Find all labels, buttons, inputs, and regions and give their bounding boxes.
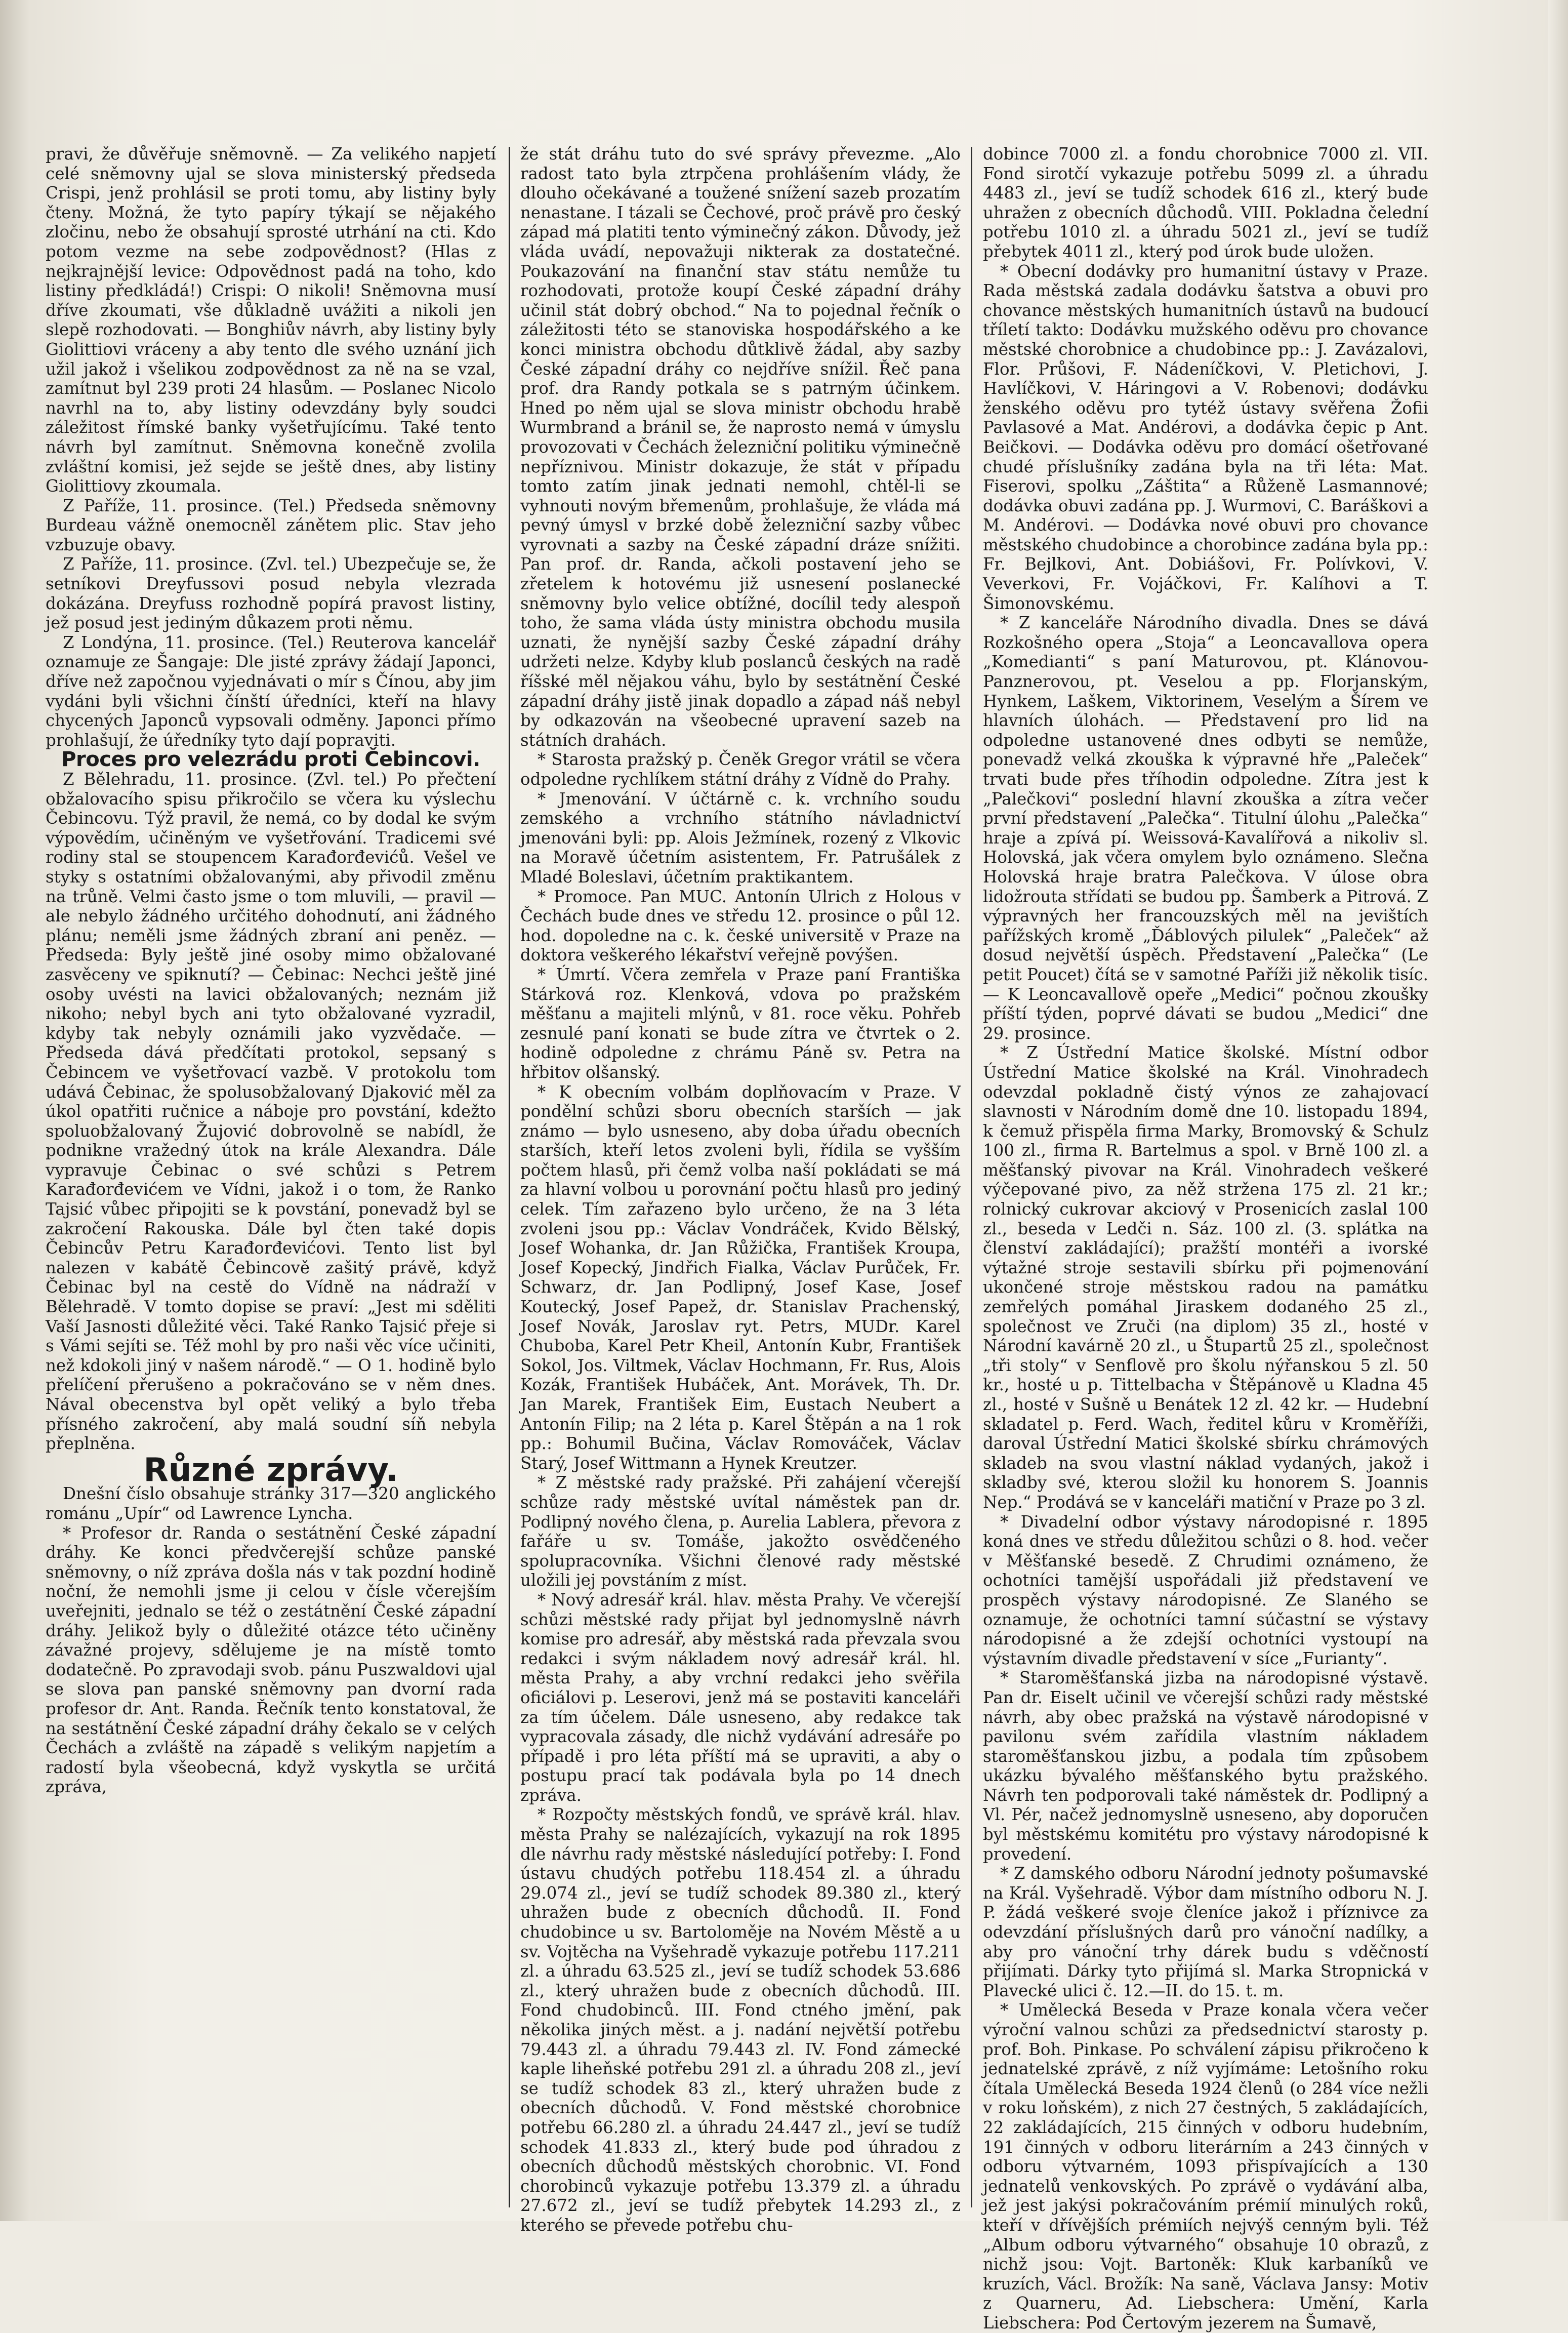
telegram-paris-1: Z Paříže, 11. prosince. (Tel.) Předseda sněmovny Burdeau vážně onemocněl zánětem plic. Stav jeho vzbuzuje obavy. bbox=[46, 496, 496, 554]
section-heading: Různé zprávy. bbox=[143, 1451, 398, 1489]
telegram-london: Z Londýna, 11. prosince. (Tel.) Reuterova kancelář oznamuje ze Šangaje: Dle jisté zprávy žádají Japonci, dříve než započnou vyjednávati o mír s Čínou, aby jim vydáni byli všichni čínští úředníci, kteří na hlavy chycených Japonců vypsovali odměny. Japonci přímo prohlašují, že úředníky tyto dají popraviti. bbox=[46, 632, 496, 750]
news-item: * Promoce. Pan MUC. Antonín Ulrich z Holous v Čechách bude dnes ve středu 12. prosince o půl 12. hod. dopoledne na c. k. české universitě v Praze na doktora veškerého lékařství veřejně povýšen. bbox=[520, 887, 961, 965]
news-item: * K obecním volbám doplňovacím v Praze. V pondělní schůzi sboru obecních starších — jak známo — bylo usneseno, aby doba úřadu obecních starších, kteří letos zvoleni byli, řídila se vyšším počtem hlasů, při čemž volba naší pokládati se má za hlavní volbou u porovnání počtu hlasů pro jediný celek. Tím zařazeno bylo určeno, že na 3 léta zvoleni jsou pp.: Václav Vondráček, Kvido Bělský, Josef Wohanka, dr. Jan Růžička, František Kroupa, Josef Kopecký, Jindřich Fialka, Václav Purůček, Fr. Schwarz, dr. Jan Podlipný, Josef Kase, Josef Koutecký, Josef Papež, dr. Stanislav Prachenský, Josef Novák, Jaroslav ryt. Petrs, MUDr. Karel Chuboba, Karel Petr Kheil, Antonín Kubr, František Sokol, Jos. Viltmek, Václav Hochmann, Fr. Rus, Alois Kozák, František Hubáček, Ant. Morávek, Th. Dr. Jan Marek, František Eim, Eustach Neubert a Antonín Filip; na 2 léta p. Karel Štěpán a na 1 rok pp.: Bohumil Bučina, Václav Romováček, Václav Starý, Josef Wittmann a Hynek Kreutzer. bbox=[520, 1082, 961, 1473]
article-paragraph: Dnešní číslo obsahuje stránky 317—320 anglického románu „Upír“ od Lawrence Lyncha. bbox=[46, 1484, 496, 1523]
column-1 bbox=[46, 144, 496, 2195]
article-paragraph: Z Bělehradu, 11. prosince. (Zvl. tel.) Po přečtení obžalovacího spisu přikročilo se včera ku výslechu Čebincovu. Týž pravil, že nemá, co by dodal ke svým výpovědím, učiněným ve vyšetřování. Tradicemi své rodiny stal se stoupencem Karađorđevićů. Vešel ve styky s ostatními obžalovanými, aby přivodil změnu na trůně. Velmi často jsme o tom mluvili, — pravil — ale nebylo žádného určitého dohodnutí, ani žádného plánu; neměli jsme žádných zbraní ani peněz. — Předseda: Byly ještě jiné osoby mimo obžalované zasvěceny ve spiknutí? — Čebinac: Nechci ještě jiné osoby uvésti na lavici obžalovaných; neznám již nikoho; nebyl bych ani tyto obžalované vyzradil, kdyby tak nebyly oznámili jako vyzvědače. — Předseda dává předčítati protokol, sepsaný s Čebincem ve vyšetřovací vazbě. V protokolu tom udává Čebinac, že spolusobžalovaný Djaković měl za úkol opatřiti ručnice a náboje pro povstání, kdežto spoluobžalovaný Žujović dobrovolně se nabídl, že podnikne vražedný útok na krále Alexandra. Dále vypravuje Čebinac o své schůzi s Petrem Karađorđevićem ve Vídni, jakož i o tom, že Ranko Tajsić vůbec připojiti se k povstání, ponevadž byl se zakročení Rakouska. Dále byl čten také dopis Čebincův Petru Karađorđevićovi. Tento list byl nalezen v kabátě Čebincově zašitý právě, když Čebinac byl na cestě do Vídně na nádraží v Bělehradě. V tomto dopise se praví: „Jest mi sděliti Vaší Jasnosti důležité věci. Také Ranko Tajsić přeje si s Vámi sejíti se. Též mohl by pro naši věc více učiniti, než kdokoli jiný v našem národě.“ — O 1. hodině bylo přelíčení přerušeno a pokračováno se v něm dnes. Nával obecenstva byl opět veliký a bylo třeba přísného zakročení, aby malá soudní síň nebyla přeplněna. bbox=[46, 770, 496, 1454]
news-item: * Divadelní odbor výstavy národopisné r. 1895 koná dnes ve středu důležitou schůzi o 8. hod. večer v Měšťanské besedě. Z Chrudimi oznámeno, že ochotníci tamější uspořádali již představení ve prospěch výstavy národopisné. Ze Slaného se oznamuje, že ochotníci tamní súčastní se výstavy národopisné a že zdejší ochotníci vystoupí na výstavním divadle představení v síce „Furianty“. bbox=[983, 1512, 1428, 1668]
page-edge-right bbox=[1548, 0, 1568, 2221]
article-paragraph: pravi, že důvěřuje sněmovně. — Za velikého napjetí celé sněmovny ujal se slova ministerský předseda Crispi, jenž prohlásil se proti tomu, aby listiny byly čteny. Možná, že tyto papíry týkají se nějakého zločinu, nebo že obsahují sprosté utrhání na cti. Kdo potom vezme na sebe zodpovědnost? (Hlas z nejkrajnější levice: Odpovědnost padá na toho, kdo listiny předkládá!) Crispi: O nikoli! Sněmovna musí dříve zkoumati, vše důkladně uvážiti a nikoli jen slepě rozhodovati. — Bonghiův návrh, aby listiny byly Giolittiovi vráceny a aby tento dle svého uznání jich užil jakož i všelikou zodpovědnost za ně na se vzal, zamítnut byl 239 proti 24 hlasům. — Poslanec Nicolo navrhl na to, aby listiny odevzdány byly soudci záležitost římské banky vyšetřujícímu. Také tento návrh byl zamítnut. Sněmovna konečně zvolila zvláštní komisi, jež sejde se ještě dnes, aby listiny Giolittiovy zkoumala. bbox=[46, 144, 496, 496]
section-heading: Proces pro velezrádu proti Čebincovi. bbox=[61, 748, 480, 772]
article-paragraph: že stát dráhu tuto do své správy převezme. „Alo radost tato byla ztrpčena prohlášením vlády, že dlouho očekávané a toužené snížení sazeb prozatím nenastane. I tázali se Čechové, proč právě pro český západ má platiti tento výminečný zákon. Důvody, jež vláda uvádí, nepovažuji nikterak za dostatečné. Poukazování na finanční stav státu nemůže tu rozhodovati, protože koupí České západní dráhy učinil stát dobrý obchod.“ Na to pojednal řečník o záležitosti této se stanoviska hospodářského a ke konci ministra obchodu důtklivě žádal, aby sazby České západní dráhy co nejdříve snížil. Řeč pana prof. dra Randy potkala se s patrným účinkem. Hned po něm ujal se slova ministr obchodu hrabě Wurmbrand a bránil se, že naprosto nemá v úmyslu provozovati v Čechách železniční politiku výminečně nepříznivou. Ministr dokazuje, že stát v případu tomto zatím jinak jednati nemohl, chtěl-li se vyhnouti novým břemenům, prohlašuje, že vláda má pevný úmysl v brzké době železniční sazby vůbec vyrovnati a sazby na České západní dráze snížiti. Pan prof. dr. Randa, ačkoli postavení jeho se zřetelem k hotovému již usnesení poslanecké sněmovny bylo velice obtížné, docílil tedy alespoň toho, že sama vláda ústy ministra obchodu musila uznati, že nynější sazby České západní dráhy udržeti nelze. Kdyby klub poslanců českých na radě říšské měl nějakou váhu, bylo by sestátnění České západní dráhy jistě jinak dopadlo a západ náš nebyl by odkazován na všeobecné upravení sazeb na státních drahách. bbox=[520, 144, 961, 750]
news-item: * Umělecká Beseda v Praze konala včera večer výroční valnou schůzi za předsednictví starosty p. prof. Boh. Pinkase. Po schválení zápisu přikročeno k jednatelské zprávě, z níž vyjímáme: Letošního roku čítala Umělecká Beseda 1924 členů (o 284 více nežli v roku loňském), z nich 27 čestných, 5 zakládajících, 22 zakládajících, 215 činných v odboru hudebním, 191 činných v odboru literárním a 243 činných v odboru výtvarném, 1093 přispívajících a 130 jednatelů venkovských. Po zprávě o vydávání alba, jež jest jakýsi pokračováním prémií minulých roků, kteří v dřívějších prémiích nejvýš cenným byli. Též „Album odboru výtvarného“ obsahuje 10 obrazů, z nichž jsou: Vojt. Bartoněk: Kluk karbaníků ve kruzích, Václ. Brožík: Na saně, Václava Jansy: Motiv z Quarneru, Ad. Liebschera: Umění, Karla Liebschera: Pod Čertovým jezerem na Šumavě, bbox=[983, 2000, 1428, 2332]
column-rule bbox=[509, 147, 510, 2207]
column-rule bbox=[971, 147, 972, 2207]
news-item: * Starosta pražský p. Čeněk Gregor vrátil se včera odpoledne rychlíkem státní dráhy z Vídně do Prahy. bbox=[520, 750, 961, 789]
news-item: * Úmrtí. Včera zemřela v Praze paní Františka Stárková roz. Klenková, vdova po pražském měšťanu a majiteli mlýnů, v 81. roce věku. Pohřeb zesnulé paní konati se bude zítra ve čtvrtek o 2. hodině odpoledne z chrámu Páně sv. Petra na hřbitov olšanský. bbox=[520, 964, 961, 1082]
news-item: * Staroměšťanská jizba na národopisné výstavě. Pan dr. Eiselt učinil ve včerejší schůzi rady městské návrh, aby obec pražská na výstavě národopisné v pavilonu svém zařídila vlastním nákladem staroměšťanskou jizbu, a podala tím způsobem ukázku bývalého měšťanského bytu pražského. Návrh ten podporovali také náměstek dr. Podlipný a Vl. Pér, načež jednomyslně usneseno, aby doporučen byl městskému komitétu pro výstavy národopisné k provedení. bbox=[983, 1668, 1428, 1864]
news-item: * Rozpočty městských fondů, ve správě král. hlav. města Prahy se nalézajících, vykazují na rok 1895 dle návrhu rady městské následující potřeby: I. Fond ústavu chudých potřebu 118.454 zl. a úhradu 29.074 zl., jeví se tudíž schodek 89.380 zl., který uhražen bude z obecních důchodů. II. Fond chudobince u sv. Bartoloměje na Novém Městě a u sv. Vojtěcha na Vyšehradě vykazuje potřebu 117.211 zl. a úhradu 63.525 zl., jeví se tudíž schodek 53.686 zl., který uhražen bude z obecních důchodů. III. Fond chudobinců. III. Fond ctného jmění, pak několika jiných měst. a j. nadání největší potřebu 79.443 zl. a úhradu 79.443 zl. IV. Fond zámecké kaple liheňské potřebu 291 zl. a úhradu 208 zl., jeví se tudíž schodek 83 zl., který uhražen bude z obecních důchodů. V. Fond městské chorobnice potřebu 66.280 zl. a úhradu 24.447 zl., jeví se tudíž schodek 41.833 zl., který bude pod úhradou z obecních důchodů městských chorobnic. VI. Fond chorobinců vykazuje potřebu 13.379 zl. a úhradu 27.672 zl., jeví se tudíž přebytek 14.293 zl., z kterého se převede potřebu chu- bbox=[520, 1805, 961, 2235]
telegram-paris-2: Z Paříže, 11. prosince. (Zvl. tel.) Ubezpečuje se, že setníkovi Dreyfussovi posud nebyla vlezrada dokázána. Dreyfuss rozhodně popírá pravost listiny, jež posud jest jediným důkazem proti němu. bbox=[46, 554, 496, 633]
article-paragraph: * Profesor dr. Randa o sestátnění České západní dráhy. Ke konci předvčerejší schůze panské sněmovny, o níž zpráva došla nás v tak pozdní hodině noční, že nemohli jsme ji celou v čísle včerejším uveřejniti, jednalo se též o zestátnění České západní dráhy. Jelikož byly o důležité otázce této učiněny závažné projevy, sdělujeme je na místě tomto dodatečně. Po zpravodaji svob. pánu Puszwaldovi ujal se slova pan panské sněmovny pan dvorní rada profesor dr. Ant. Randa. Řečník tento konstatoval, že na sestátnění České západní dráhy čekalo se v celých Čechách a zvláště na západě s velikým napjetím a radostí byla všeobecná, když vyskytla se určitá zpráva, bbox=[46, 1523, 496, 1797]
column-3 bbox=[983, 144, 1428, 2332]
news-item: * Z Ústřední Matice školské. Místní odbor Ústřední Matice školské na Král. Vinohradech odevzdal pokladně čistý výnos ze zahajovací slavnosti v Národním domě dne 10. listopadu 1894, k čemuž přispěla firma Marky, Bromovský & Schulz 100 zl., firma R. Bartelmus a spol. v Brně 100 zl. a měšťanský pivovar na Král. Vinohradech veškeré výčepované pivo, za něž stržena 175 zl. 21 kr.; rolnický cukrovar akciový v Prosenicích zaslal 100 zl., beseda v Ledči n. Sáz. 100 zl. (3. splátka na členství zakládající); pražští montéři a ivorské výtažné stroje sestavili sbírku při pojmenování ukončené stroje městskou radou na památku zemřelých pomáhal Jiraskem dodaného 25 zl., společnost ve Zruči (na diplom) 35 zl., hosté v Národní kavárně 20 zl., u Štupartů 25 zl., společnost „tři stoly“ v Senflově pro školu nýřanskou 5 zl. 50 kr., hosté u p. Tittelbacha v Štěpánově u Kladna 45 zl., hosté v Sušně u Benátek 12 zl. 42 kr. — Hudební skladatel p. Ferd. Wach, ředitel kůru v Kroměříži, daroval Ústřední Matici školské sbírku chrámových skladeb na svou vlastní náklad vydaných, jakož i skladby své, kterou složil ku honorem S. Joannis Nep.“ Prodává se v kanceláři matiční v Praze po 3 zl. bbox=[983, 1043, 1428, 1512]
news-item: * Z městské rady pražské. Při zahájení včerejší schůze rady městské uvítal náměstek pan dr. Podlipný nového člena, p. Aurelia Lablera, převora z fařáře u sv. Tomáše, jakožto osvědčeného spolupracovníka. Všichni členové rady městské uložili jej povstáním z míst. bbox=[520, 1473, 961, 1590]
news-item: * Z damského odboru Národní jednoty pošumavské na Král. Vyšehradě. Výbor dam místního odboru N. J. P. žádá veškeré svoje členíce jakož i příznivce za odevzdání příslušných darů pro vánoční nadílky, a aby pro vánoční trhy dárek budu s vděčností přijímati. Dárky tyto přijímá sl. Marka Stropnická v Plavecké ulici č. 12.—II. do 15. t. m. bbox=[983, 1864, 1428, 2000]
column-2 bbox=[520, 144, 961, 2235]
news-item: * Jmenování. V účtárně c. k. vrchního soudu zemského a vrchního státního návladnictví jmenováni byli: pp. Alois Ježmínek, rozený z Vlkovic na Moravě účetním asistentem, Fr. Patrušálek z Mladé Boleslavi, účetním praktikantem. bbox=[520, 789, 961, 887]
news-item: * Z kanceláře Národního divadla. Dnes se dává Rozkošného opera „Stoja“ a Leoncavallova opera „Komedianti“ s paní Maturovou, pt. Klánovou-Panznerovou, pt. Veselou a pp. Florjanským, Hynkem, Laškem, Viktorinem, Veselým a Šírem ve hlavních úlohách. — Představení pro lid na odpoledne ustanovené dnes odbyti se nemůže, ponevadž velká zkouška k výpravné hře „Paleček“ trvati bude přes tříhodin odpoledne. Zítra jest k „Palečkovi“ poslední hlavní zkouška a zítra večer první představení „Palečka“. Titulní úlohu „Palečka“ hraje a zpívá pí. Weissová-Kavalířová a nikoliv sl. Holovská, jak včera omylem bylo oznámeno. Slečna Holovská hraje bratra Palečkova. V úlose obra lidožrouta střídati se budou pp. Šamberk a Pitrová. Z výpravných her francouzských měl na jevištích pařížských kromě „Ďáblových pilulek“ „Paleček“ až dosud největší úspěch. Představení „Palečka“ (Le petit Poucet) čítá se v samotné Paříži již několik tisíc. — K Leoncavallově opeře „Medici“ počnou zkoušky příští týden, poprvé dávati se budou „Medici“ dne 29. prosince. bbox=[983, 613, 1428, 1043]
article-paragraph: dobince 7000 zl. a fondu chorobnice 7000 zl. VII. Fond sirotčí vykazuje potřebu 5099 zl. a úhradu 4483 zl., jeví se tudíž schodek 616 zl., který bude uhražen z obecních důchodů. VIII. Pokladna čelední potřebu 1010 zl. a úhradu 5021 zl., jeví se tudíž přebytek 4011 zl., který pod úrok bude uložen. bbox=[983, 144, 1428, 261]
news-item: * Obecní dodávky pro humanitní ústavy v Praze. Rada městská zadala dodávku šatstva a obuvi pro chovance městských humanitních ústavů na budoucí tříletí takto: Dodávku mužského oděvu pro chovance městské chorobnice a chudobince pp.: J. Zavázalovi, Flor. Průšovi, F. Nádeníčkovi, V. Pletichovi, J. Havlíčkovi, V. Háringovi a V. Robenovi; dodávku ženského oděvu pro tytéž ústavy svěřena Žofii Pavlasové a Mat. Andérovi, a dodávka čepic p Ant. Beičkovi. — Dodávka oděvu pro domácí ošetřované chudé příslušníky zadána byla na tři léta: Mat. Fiserovi, spolku „Záštita“ a Růženě Lasmannové; dodávka obuvi zadána pp. J. Wurmovi, C. Baráškovi a M. Andérovi. — Dodávka nové obuvi pro chovance městského chudobince a chorobince zadána byla pp.: Fr. Bejlkovi, Ant. Dobiášovi, Fr. Polívkovi, V. Veverkovi, Fr. Vojáčkovi, Fr. Kalíhovi a T. Šimonovskému. bbox=[983, 261, 1428, 613]
news-item: * Nový adresář král. hlav. města Prahy. Ve včerejší schůzi městské rady přijat byl jednomyslně návrh komise pro adresář, aby městská rada převzala svou redakci i svým nákladem nový adresář král. hl. města Prahy, a aby vrchní redakci jeho svěřila oficiálovi p. Leserovi, jenž má se postaviti kanceláři za tím účelem. Dále usneseno, aby redakce tak vypracovala zásady, dle nichž vydávání adresáře po případě i pro léta příští má se upraviti, a aby o postupu prací tak podávala byla po 14 dnech zpráva. bbox=[520, 1590, 961, 1805]
